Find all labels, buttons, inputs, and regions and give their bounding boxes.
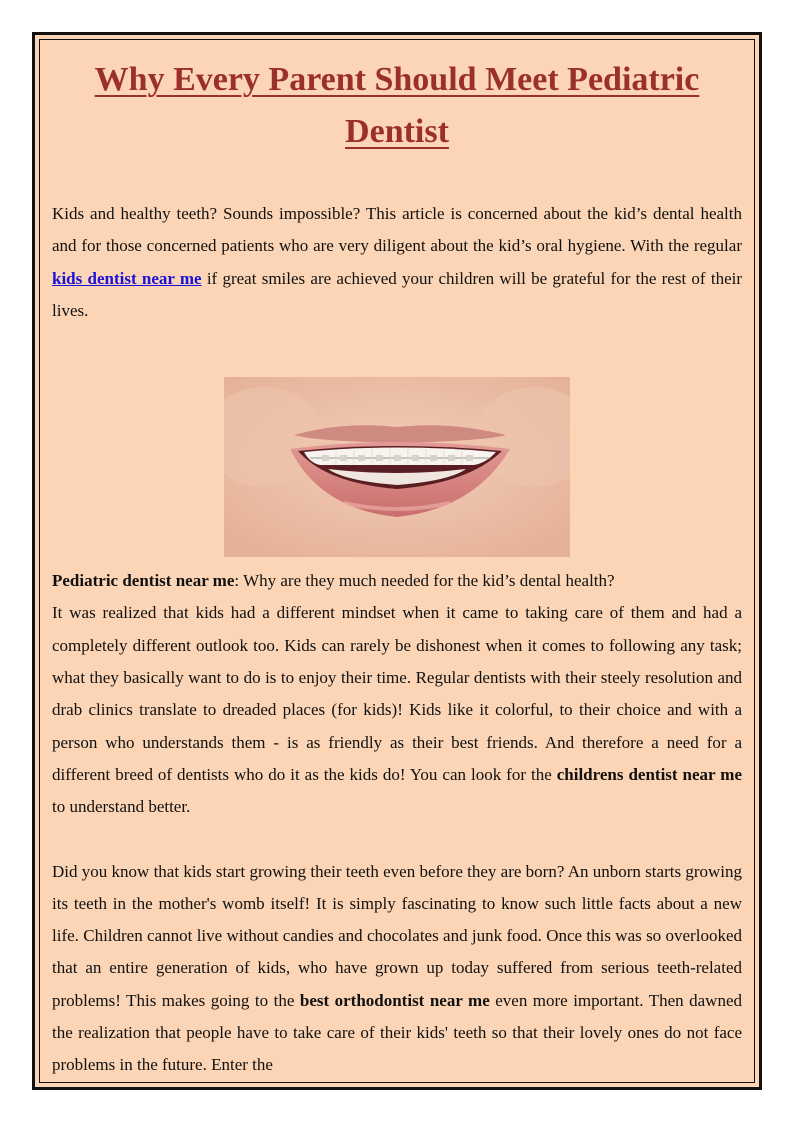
intro-text-end: if great smiles are achieved your children will be grateful for the rest of their lives.: [52, 268, 743, 320]
section1-heading: [52, 565, 742, 597]
section1-heading-rest: : Why are they much needed for the kid’s dental health?: [234, 571, 615, 591]
section1-text-end: to understand better.: [52, 797, 191, 817]
page-inner-border: [39, 39, 755, 1083]
section2-bold-keyword: best orthodontist near me: [299, 990, 490, 1010]
section1-heading-bold: Pediatric dentist near me: [52, 571, 235, 591]
kids-dentist-link[interactable]: kids dentist near me: [52, 268, 202, 288]
section1-paragraph: [52, 597, 742, 823]
section1-bold-keyword: childrens dentist near me: [556, 764, 742, 784]
section1-text-start: It was realized that kids had a different mindset when it came to taking care of them and had a completely different outlook too. Kids can rarely be dishonest when it comes to following any task; what they basically want to do is to enjoy their time. Regular dentists with their steely resolution and drab clinics translate to dreaded places (for kids)! Kids like it colorful, to their choice and with a person who understands them - is as friendly as their best friends. And therefore a need for a different breed of dentists who do it as the kids do! You can look for the: [52, 603, 742, 784]
spacer: [52, 824, 742, 856]
page-title: Why Every Parent Should Meet Pediatric Dentist: [94, 61, 700, 150]
section2-paragraph: [52, 856, 742, 1082]
intro-text-start: Kids and healthy teeth? Sounds impossible? This article is concerned about the kid’s dental health and for those concerned patients who are very diligent about the kid’s oral hygiene. With the regular: [52, 204, 742, 256]
intro-paragraph: [52, 198, 742, 327]
smile-braces-image: [224, 377, 570, 557]
smile-with-braces-photo-icon: [224, 377, 570, 557]
article-body: [52, 198, 742, 1082]
section2-text-end: even more important. Then dawned the realization that people have to take care of their kids' teeth so that their lovely ones do not face problems in the future. Enter the: [52, 990, 742, 1075]
spacer: [52, 327, 742, 359]
document-page: [32, 32, 762, 1090]
section2-text-start: Did you know that kids start growing their teeth even before they are born? An unborn starts growing its teeth in the mother's womb itself! It is simply fascinating to know such little facts about a new life. Children cannot live without candies and chocolates and junk food. Once this was so overlooked that an entire generation of kids, who have grown up today suffered from serious teeth-related problems! This makes going to the: [52, 861, 742, 1010]
